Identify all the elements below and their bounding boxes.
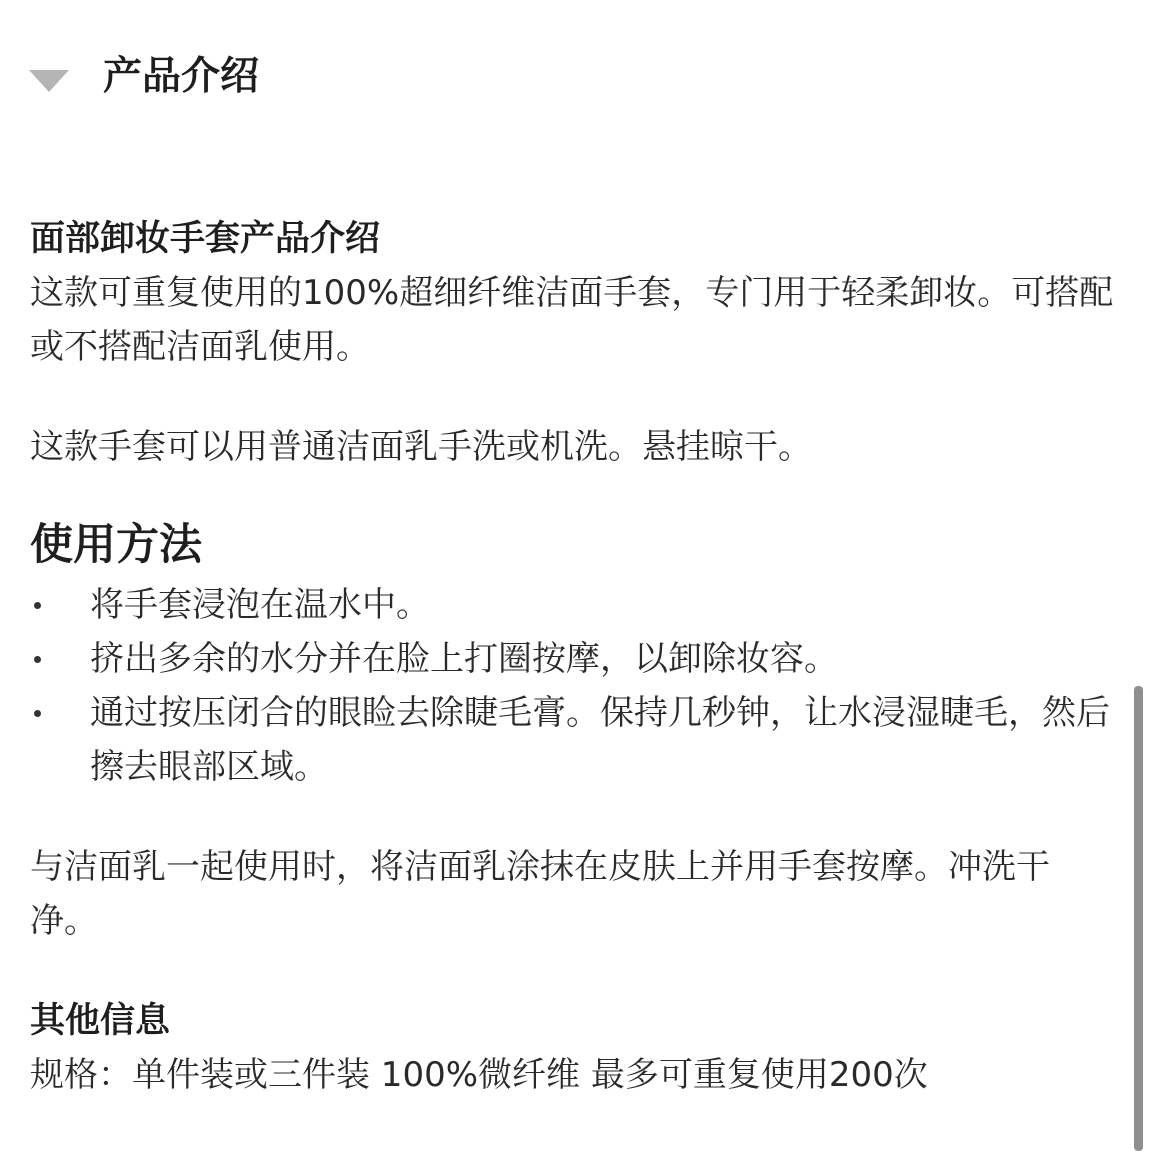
spacer	[30, 794, 1115, 840]
usage-step-text: 通过按压闭合的眼睑去除睫毛膏。保持几秒钟，让水浸湿睫毛，然后擦去眼部区域。	[90, 693, 1110, 787]
usage-step	[30, 686, 1115, 794]
accordion-title: 产品介绍	[103, 54, 260, 99]
intro-paragraph-2: 这款手套可以用普通洁面乳手洗或机洗。悬挂晾干。	[30, 427, 812, 467]
usage-step-text: 挤出多余的水分并在脸上打圈按摩，以卸除妆容。	[90, 639, 838, 679]
spacer	[30, 374, 1115, 420]
bullet-icon	[34, 710, 41, 717]
chevron-down-icon[interactable]	[29, 70, 69, 92]
usage-note: 与洁面乳一起使用时，将洁面乳涂抹在皮肤上并用手套按摩。冲洗干净。	[30, 847, 1050, 941]
intro-paragraph-1: 这款可重复使用的100%超细纤维洁面手套，专门用于轻柔卸妆。可搭配或不搭配洁面乳使用。	[30, 273, 1114, 367]
bullet-icon	[34, 602, 41, 609]
scrollbar-thumb[interactable]	[1134, 686, 1143, 1151]
spec-text: 规格：单件装或三件装 100%微纤维 最多可重复使用200次	[30, 1055, 928, 1095]
bullet-icon	[34, 656, 41, 663]
usage-steps-list	[30, 578, 1115, 794]
accordion-content	[30, 212, 1115, 1102]
spacer	[30, 948, 1115, 994]
accordion-header-product-intro[interactable]	[0, 0, 1130, 160]
intro-heading: 面部卸妆手套产品介绍	[30, 219, 381, 259]
spacer	[30, 474, 1115, 518]
other-heading: 其他信息	[30, 1001, 171, 1041]
usage-step	[30, 578, 1115, 632]
usage-step	[30, 632, 1115, 686]
usage-heading: 使用方法	[30, 520, 202, 570]
usage-step-text: 将手套浸泡在温水中。	[90, 585, 430, 625]
